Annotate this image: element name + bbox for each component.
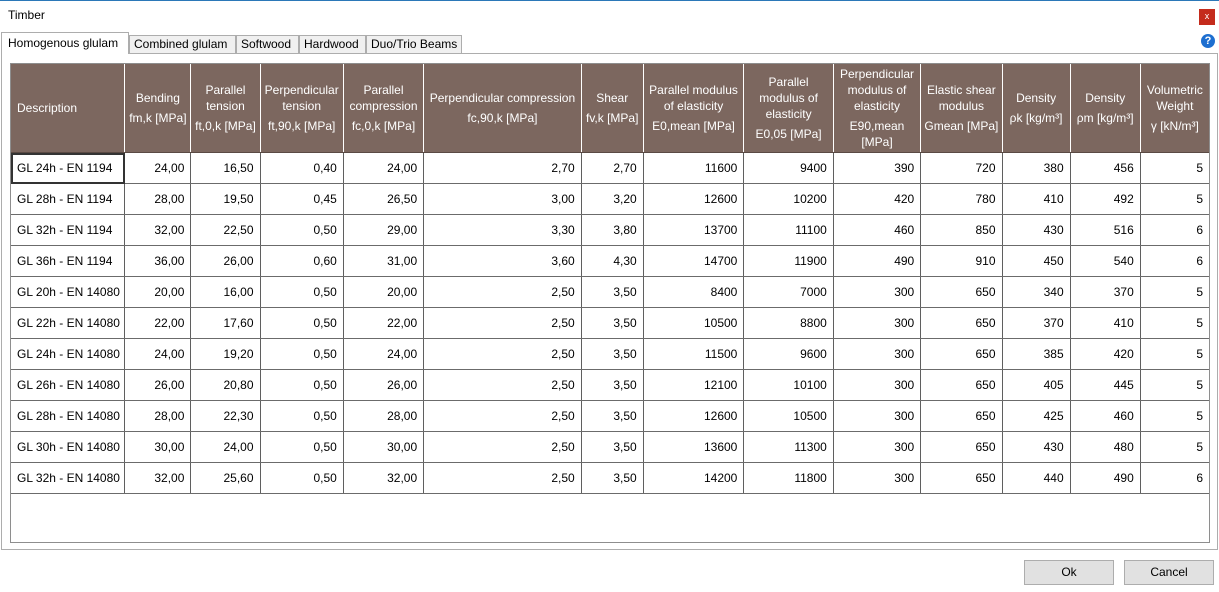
table-row[interactable] [11,277,1210,308]
value-cell[interactable]: 19,20 [191,339,260,370]
value-cell[interactable]: 0,50 [260,339,343,370]
value-cell[interactable]: 13600 [643,432,744,463]
column-header-label: Bending [135,91,180,105]
materials-grid[interactable] [10,63,1210,543]
value-cell[interactable]: 385 [1002,339,1070,370]
tab-hardwood[interactable]: Hardwood [299,35,366,54]
title-bar [0,0,1219,30]
value-cell[interactable]: 6 [1140,246,1209,277]
value-cell[interactable]: 340 [1002,277,1070,308]
value-cell[interactable]: 26,00 [191,246,260,277]
column-header-unit: E0,05 [MPa] [755,127,822,141]
value-cell[interactable]: 11100 [744,215,833,246]
table-row[interactable] [11,432,1210,463]
description-cell[interactable]: GL 32h - EN 14080 [11,463,125,494]
value-cell[interactable]: 26,00 [125,370,191,401]
tab-duo-trio-beams[interactable]: Duo/Trio Beams [366,35,462,54]
value-cell[interactable]: 0,50 [260,277,343,308]
column-header[interactable] [921,64,1002,153]
value-cell[interactable]: 11900 [744,246,833,277]
ok-button[interactable]: Ok [1024,560,1114,585]
value-cell[interactable]: 4,30 [581,246,643,277]
column-header-unit: ft,0,k [MPa] [195,119,256,133]
value-cell[interactable]: 2,50 [424,432,582,463]
value-cell[interactable]: 19,50 [191,184,260,215]
value-cell[interactable]: 30,00 [343,432,423,463]
column-header[interactable] [833,64,920,153]
column-header[interactable] [11,64,125,153]
value-cell[interactable]: 8800 [744,308,833,339]
value-cell[interactable]: 850 [921,215,1002,246]
tab-softwood[interactable]: Softwood [236,35,299,54]
column-header[interactable] [260,64,343,153]
column-header-unit: ft,90,k [MPa] [268,119,336,133]
value-cell[interactable]: 3,20 [581,184,643,215]
value-cell[interactable]: 2,50 [424,401,582,432]
tab-homogenous-glulam[interactable]: Homogenous glulam [1,32,129,54]
description-cell[interactable]: GL 26h - EN 14080 [11,370,125,401]
value-cell[interactable]: 14200 [643,463,744,494]
value-cell[interactable]: 14700 [643,246,744,277]
column-header-label: Description [17,101,78,115]
value-cell[interactable]: 24,00 [343,153,423,184]
value-cell[interactable]: 6 [1140,463,1209,494]
value-cell[interactable]: 650 [921,401,1002,432]
value-cell[interactable]: 22,00 [343,308,423,339]
value-cell[interactable]: 430 [1002,432,1070,463]
column-header[interactable] [643,64,744,153]
column-header-unit: fc,90,k [MPa] [467,111,538,125]
value-cell[interactable]: 0,50 [260,215,343,246]
value-cell[interactable]: 440 [1002,463,1070,494]
value-cell[interactable]: 28,00 [125,401,191,432]
value-cell[interactable]: 25,60 [191,463,260,494]
value-cell[interactable]: 5 [1140,184,1209,215]
table-row[interactable] [11,370,1210,401]
column-header-label: Parallel tension [205,83,246,113]
value-cell[interactable]: 9600 [744,339,833,370]
window-title: Timber [8,8,45,22]
cancel-button[interactable]: Cancel [1124,560,1214,585]
value-cell[interactable]: 480 [1070,432,1140,463]
value-cell[interactable]: 405 [1002,370,1070,401]
value-cell[interactable]: 24,00 [125,153,191,184]
description-cell[interactable]: GL 32h - EN 1194 [11,215,125,246]
value-cell[interactable]: 3,30 [424,215,582,246]
description-cell[interactable]: GL 28h - EN 1194 [11,184,125,215]
column-header[interactable] [424,64,582,153]
value-cell[interactable]: 2,50 [424,463,582,494]
value-cell[interactable]: 492 [1070,184,1140,215]
column-header-label: Perpendicular modulus of elasticity [839,67,915,113]
value-cell[interactable]: 780 [921,184,1002,215]
value-cell[interactable]: 460 [1070,401,1140,432]
column-header[interactable] [343,64,423,153]
value-cell[interactable]: 650 [921,339,1002,370]
value-cell[interactable]: 410 [1002,184,1070,215]
value-cell[interactable]: 20,00 [343,277,423,308]
column-header-unit: γ [kN/m³] [1150,119,1199,133]
description-cell[interactable]: GL 22h - EN 14080 [11,308,125,339]
value-cell[interactable]: 22,00 [125,308,191,339]
value-cell[interactable]: 0,45 [260,184,343,215]
value-cell[interactable]: 10200 [744,184,833,215]
value-cell[interactable]: 22,30 [191,401,260,432]
column-header-label: Perpendicular tension [264,83,339,113]
column-header-unit: fc,0,k [MPa] [351,119,416,133]
value-cell[interactable]: 31,00 [343,246,423,277]
description-cell[interactable]: GL 28h - EN 14080 [11,401,125,432]
value-cell[interactable]: 24,00 [191,432,260,463]
value-cell[interactable]: 445 [1070,370,1140,401]
description-cell[interactable]: GL 24h - EN 1194 [11,153,125,184]
value-cell[interactable]: 32,00 [125,463,191,494]
close-button[interactable]: x [1199,9,1215,25]
value-cell[interactable]: 36,00 [125,246,191,277]
value-cell[interactable]: 0,50 [260,432,343,463]
column-header-unit: ρm [kg/m³] [1076,111,1134,125]
value-cell[interactable]: 3,50 [581,432,643,463]
value-cell[interactable]: 3,80 [581,215,643,246]
value-cell[interactable]: 3,50 [581,401,643,432]
table-row[interactable] [11,215,1210,246]
value-cell[interactable]: 420 [833,184,920,215]
value-cell[interactable]: 10500 [744,401,833,432]
column-header[interactable] [744,64,833,153]
grid-body [11,153,1210,494]
table-row[interactable] [11,246,1210,277]
value-cell[interactable]: 300 [833,432,920,463]
column-header-label: Parallel modulus of elasticity [759,75,818,121]
column-header[interactable] [1070,64,1140,153]
header-row [11,64,1210,153]
value-cell[interactable]: 516 [1070,215,1140,246]
value-cell[interactable]: 17,60 [191,308,260,339]
column-header-unit: E90,mean [MPa] [849,119,905,149]
value-cell[interactable]: 300 [833,339,920,370]
column-header-label: Density [1016,91,1057,105]
value-cell[interactable]: 28,00 [343,401,423,432]
table-row[interactable] [11,308,1210,339]
column-header[interactable] [191,64,260,153]
value-cell[interactable]: 300 [833,463,920,494]
value-cell[interactable]: 2,70 [424,153,582,184]
value-cell[interactable]: 5 [1140,153,1209,184]
value-cell[interactable]: 0,50 [260,308,343,339]
value-cell[interactable]: 650 [921,432,1002,463]
value-cell[interactable]: 3,60 [424,246,582,277]
description-cell[interactable]: GL 30h - EN 14080 [11,432,125,463]
value-cell[interactable]: 32,00 [343,463,423,494]
value-cell[interactable]: 22,50 [191,215,260,246]
value-cell[interactable]: 2,50 [424,370,582,401]
value-cell[interactable]: 5 [1140,339,1209,370]
value-cell[interactable]: 28,00 [125,184,191,215]
value-cell[interactable]: 410 [1070,308,1140,339]
column-header-unit: E0,mean [MPa] [652,119,735,133]
column-header-label: Perpendicular compression [429,91,576,105]
value-cell[interactable]: 0,50 [260,463,343,494]
value-cell[interactable]: 430 [1002,215,1070,246]
table-row[interactable] [11,463,1210,494]
column-header[interactable] [1002,64,1070,153]
value-cell[interactable]: 10500 [643,308,744,339]
value-cell[interactable]: 650 [921,308,1002,339]
value-cell[interactable]: 29,00 [343,215,423,246]
value-cell[interactable]: 370 [1002,308,1070,339]
help-icon[interactable]: ? [1201,34,1215,48]
value-cell[interactable]: 650 [921,370,1002,401]
value-cell[interactable]: 8400 [643,277,744,308]
value-cell[interactable]: 2,50 [424,308,582,339]
value-cell[interactable]: 11600 [643,153,744,184]
value-cell[interactable]: 5 [1140,401,1209,432]
column-header-label: Parallel compression [349,83,418,113]
value-cell[interactable]: 540 [1070,246,1140,277]
value-cell[interactable]: 460 [833,215,920,246]
value-cell[interactable]: 5 [1140,432,1209,463]
value-cell[interactable]: 650 [921,277,1002,308]
tab-combined-glulam[interactable]: Combined glulam [129,35,236,54]
table-row[interactable] [11,339,1210,370]
value-cell[interactable]: 3,50 [581,339,643,370]
value-cell[interactable]: 420 [1070,339,1140,370]
value-cell[interactable]: 380 [1002,153,1070,184]
value-cell[interactable]: 910 [921,246,1002,277]
column-header[interactable] [581,64,643,153]
value-cell[interactable]: 16,50 [191,153,260,184]
value-cell[interactable]: 11500 [643,339,744,370]
value-cell[interactable]: 24,00 [125,339,191,370]
value-cell[interactable]: 720 [921,153,1002,184]
value-cell[interactable]: 0,50 [260,370,343,401]
value-cell[interactable]: 12600 [643,184,744,215]
value-cell[interactable]: 6 [1140,215,1209,246]
value-cell[interactable]: 650 [921,463,1002,494]
description-cell[interactable]: GL 36h - EN 1194 [11,246,125,277]
value-cell[interactable]: 13700 [643,215,744,246]
column-header-unit: ρk [kg/m³] [1009,111,1063,125]
value-cell[interactable]: 0,40 [260,153,343,184]
value-cell[interactable]: 24,00 [343,339,423,370]
value-cell[interactable]: 490 [1070,463,1140,494]
value-cell[interactable]: 300 [833,401,920,432]
column-header[interactable] [125,64,191,153]
column-header-label: Parallel modulus of elasticity [649,83,738,113]
table-row[interactable] [11,153,1210,184]
value-cell[interactable]: 12600 [643,401,744,432]
value-cell[interactable]: 0,60 [260,246,343,277]
value-cell[interactable]: 425 [1002,401,1070,432]
value-cell[interactable]: 3,50 [581,463,643,494]
value-cell[interactable]: 9400 [744,153,833,184]
value-cell[interactable]: 5 [1140,277,1209,308]
value-cell[interactable]: 300 [833,370,920,401]
value-cell[interactable]: 3,00 [424,184,582,215]
value-cell[interactable]: 11300 [744,432,833,463]
value-cell[interactable]: 12100 [643,370,744,401]
value-cell[interactable]: 390 [833,153,920,184]
table-row[interactable] [11,401,1210,432]
value-cell[interactable]: 26,50 [343,184,423,215]
description-cell[interactable]: GL 20h - EN 14080 [11,277,125,308]
value-cell[interactable]: 456 [1070,153,1140,184]
value-cell[interactable]: 30,00 [125,432,191,463]
table-row[interactable] [11,184,1210,215]
value-cell[interactable]: 2,70 [581,153,643,184]
materials-table [11,64,1210,494]
value-cell[interactable]: 3,50 [581,277,643,308]
value-cell[interactable]: 32,00 [125,215,191,246]
column-header-unit: fv,k [MPa] [585,111,639,125]
value-cell[interactable]: 0,50 [260,401,343,432]
value-cell[interactable]: 26,00 [343,370,423,401]
column-header[interactable] [1140,64,1209,153]
column-header-label: Shear [596,91,629,105]
description-cell[interactable]: GL 24h - EN 14080 [11,339,125,370]
value-cell[interactable]: 490 [833,246,920,277]
value-cell[interactable]: 300 [833,277,920,308]
value-cell[interactable]: 3,50 [581,308,643,339]
value-cell[interactable]: 370 [1070,277,1140,308]
value-cell[interactable]: 20,80 [191,370,260,401]
value-cell[interactable]: 7000 [744,277,833,308]
value-cell[interactable]: 300 [833,308,920,339]
column-header-unit: Gmean [MPa] [924,119,999,133]
value-cell[interactable]: 450 [1002,246,1070,277]
value-cell[interactable]: 10100 [744,370,833,401]
value-cell[interactable]: 2,50 [424,339,582,370]
column-header-label: Volumetric Weight [1146,83,1203,113]
column-header-unit: fm,k [MPa] [129,111,187,125]
value-cell[interactable]: 2,50 [424,277,582,308]
value-cell[interactable]: 3,50 [581,370,643,401]
tab-content-panel [1,53,1218,550]
value-cell[interactable]: 5 [1140,370,1209,401]
value-cell[interactable]: 11800 [744,463,833,494]
column-header-label: Density [1085,91,1126,105]
column-header-label: Elastic shear modulus [927,83,996,113]
value-cell[interactable]: 5 [1140,308,1209,339]
value-cell[interactable]: 16,00 [191,277,260,308]
value-cell[interactable]: 20,00 [125,277,191,308]
